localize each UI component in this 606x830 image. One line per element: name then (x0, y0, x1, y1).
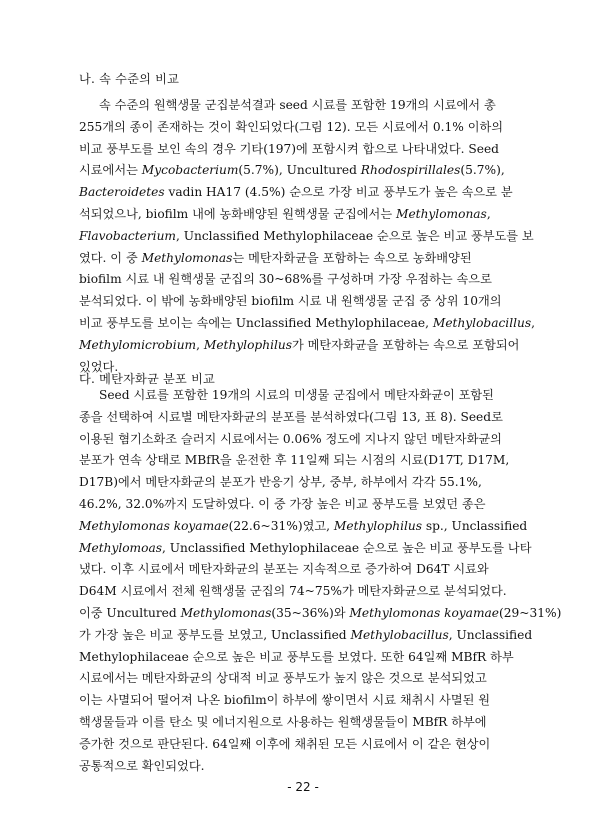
text-line: D64M 시료에서 전체 원핵생물 군집의 74~75%가 메탄자화균으로 분석되었다. (79, 584, 507, 599)
text-line: biofilm 시료 내 원핵생물 군집의 30~68%를 구성하며 가장 우점하는 속으로 (79, 272, 492, 287)
text-line: 분포가 연속 상태로 MBfR을 운전한 후 11일째 되는 시점의 시료(D17T, D17M, (79, 453, 510, 468)
text-line: 이중 Uncultured Methylomonas(35~36%)와 Methylomonas koyamae(29~31%) (79, 605, 562, 620)
text-line: 이용된 혐기소화조 슬러지 시료에서는 0.06% 정도에 지나지 않던 메탄자화균의 (79, 431, 502, 446)
text-line: 공통적으로 확인되었다. (79, 758, 205, 773)
page-number: - 22 - (287, 780, 319, 794)
text-line: 석되었으나, biofilm 내에 농화배양된 원핵생물 군집에서는 Methylomonas, (79, 206, 491, 221)
text-line: 가 가장 높은 비교 풍부도를 보였고, Unclassified Methylobacillus, Unclassified (79, 627, 533, 642)
text-line: 속 수준의 원핵생물 군집분석결과 seed 시료를 포함한 19개의 시료에서 총 (99, 98, 496, 112)
text-line: D17B)에서 메탄자화균의 분포가 반응기 상부, 중부, 하부에서 각각 55.1%, (79, 475, 482, 490)
text-line: Methylomoas, Unclassified Methylophilaceae 순으로 높은 비교 풍부도를 나타 (79, 540, 532, 555)
text-line: 이는 사멸되어 떨어져 나온 biofilm이 하부에 쌓이면서 시료 채취시 사멸된 원 (79, 693, 491, 708)
text-line: 255개의 종이 존재하는 것이 확인되었다(그림 12). 모든 시료에서 0.1% 이하의 (79, 119, 504, 134)
text-line: Bacteroidetes vadin HA17 (4.5%) 순으로 가장 비교 풍부도가 높은 속으로 분 (79, 185, 513, 200)
text-line: Methylomicrobium, Methylophilus가 메탄자화균을 포함하는 속으로 포함되어 (79, 337, 520, 352)
text-line: 냈다. 이후 시료에서 메탄자화균의 분포는 지속적으로 증가하여 D64T 시료와 (79, 562, 489, 577)
section-heading-methanotroph: 다. 메탄자화균 분포 비교 (79, 372, 216, 386)
text-line: Methylophilaceae 순으로 높은 비교 풍부도를 보였다. 또한 64일째 MBfR 하부 (79, 649, 514, 664)
paragraph-methanotroph-distribution (79, 385, 562, 777)
text-line: Methylomonas koyamae(22.6~31%)였고, Methylophilus sp., Unclassified (79, 518, 528, 533)
text-line: 였다. 이 중 Methylomonas는 메탄자화균을 포함하는 속으로 농화배양된 (79, 250, 472, 265)
section-heading-genus: 나. 속 수준의 비교 (79, 72, 180, 86)
text-line: 비교 풍부도를 보인 속의 경우 기타(197)에 포함시켜 합으로 나타내었다. Seed (79, 141, 499, 156)
text-line: 비교 풍부도를 보이는 속에는 Unclassified Methylophilaceae, Methylobacillus, (79, 315, 535, 330)
text-line: 46.2%, 32.0%까지 도달하였다. 이 중 가장 높은 비교 풍부도를 보였던 종은 (79, 496, 486, 511)
text-line: Flavobacterium, Unclassified Methylophilaceae 순으로 높은 비교 풍부도를 보 (79, 228, 534, 243)
text-line: 증가한 것으로 판단된다. 64일째 이후에 채취된 모든 시료에서 이 같은 현상이 (79, 736, 491, 751)
text-line: 핵생물들과 이를 탄소 및 에너지원으로 사용하는 원핵생물들이 MBfR 하부에 (79, 714, 487, 729)
text-line: 있었다. (79, 359, 119, 374)
text-line: 시료에서는 메탄자화균의 상대적 비교 풍부도가 높지 않은 것으로 분석되었고 (79, 671, 487, 686)
paragraph-genus-comparison (79, 95, 535, 378)
text-line: Seed 시료를 포함한 19개의 시료의 미생물 군집에서 메탄자화균이 포함된 (99, 388, 494, 402)
text-line: 시료에서는 Mycobacterium(5.7%), Uncultured Rhodospirillales(5.7%), (79, 163, 505, 178)
text-line: 종을 선택하여 시료별 메탄자화균의 분포를 분석하였다(그림 13, 표 8). Seed로 (79, 409, 503, 424)
text-line: 분석되었다. 이 밖에 농화배양된 biofilm 시료 내 원핵생물 군집 중 상위 10개의 (79, 294, 502, 309)
